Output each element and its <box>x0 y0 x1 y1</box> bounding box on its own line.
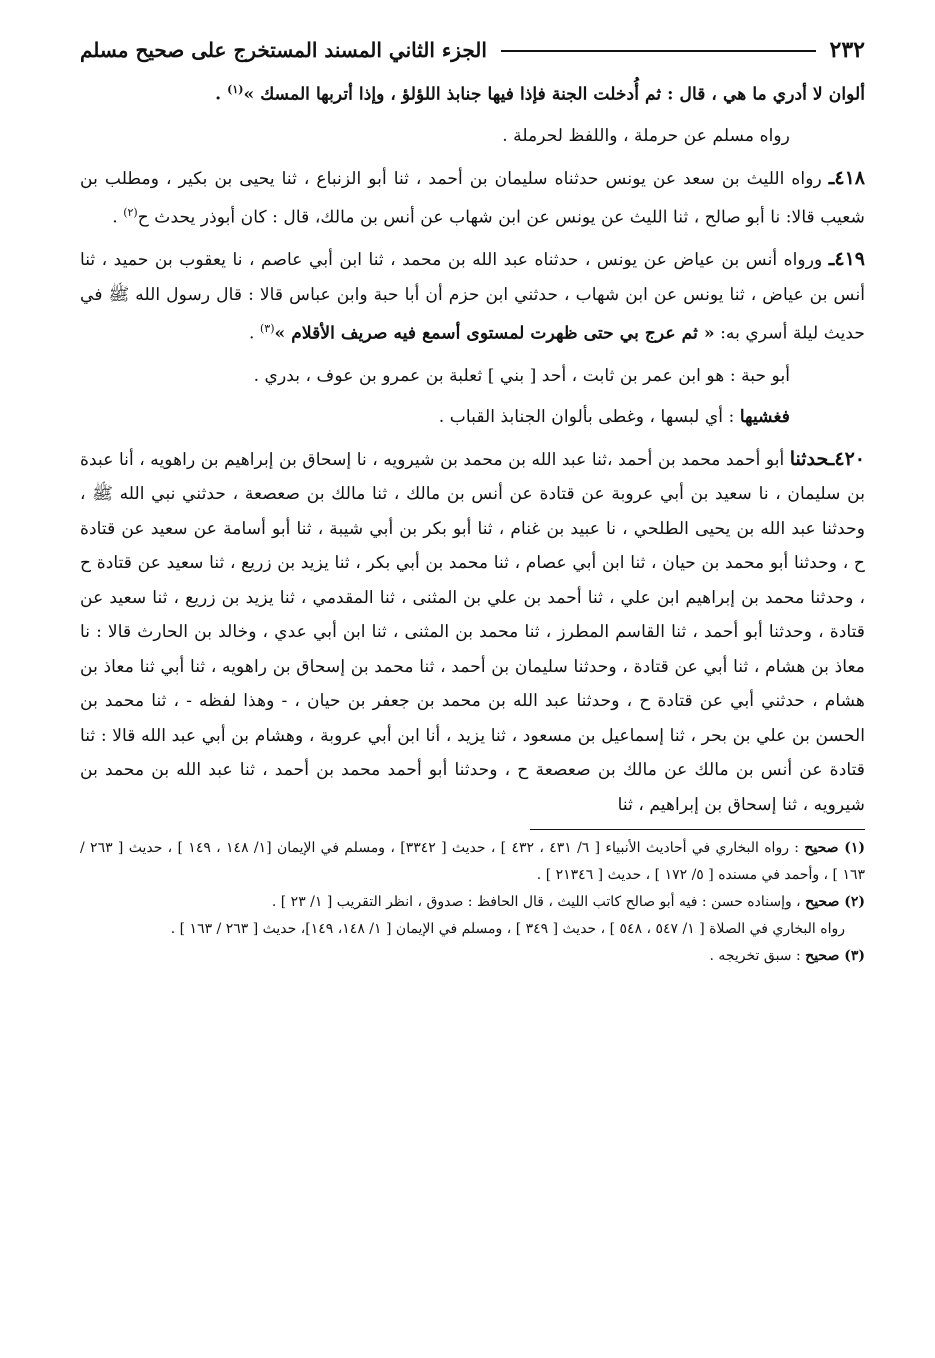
footnote-ref-1[interactable]: (١) <box>227 83 244 96</box>
running-header <box>80 34 865 66</box>
footnote-2: (٢) صحيح ، وإسناده حسن : فيه أبو صالح كاتب الليث ، قال الحافظ : صدوق ، انظر التقريب [ ١/ ٢٣ ] . <box>271 894 865 911</box>
hadith-number-418: ٤١٨ـ <box>828 166 865 189</box>
page-number: ٢٣٢ <box>829 37 865 63</box>
hadith-number-419: ٤١٩ـ <box>828 248 865 271</box>
note-ghashiyaha: فغشيها : أي لبسها ، وغطى بألوان الجنابذ القباب . <box>438 407 790 428</box>
paragraph-narration: رواه مسلم عن حرملة ، واللفظ لحرملة . <box>502 126 790 147</box>
hadith-418: ٤١٨ـ رواه الليث بن سعد عن يونس حدثناه سليمان بن أحمد ، ثنا أبو الزنباع ، ثنا يحيى بن بكير ، ومطلب بن شعيب قالا: نا أبو صالح ، ثنا الليث عن يونس عن ابن شهاب عن أنس بن مالك، قال : كان أبوذر يحدث ح$^{(٢)}$ . <box>80 166 865 228</box>
footnote-3: (٣) صحيح : سبق تخريجه . <box>709 948 865 965</box>
hadith-419: ٤١٩ـ ورواه أنس بن عياض عن يونس ، حدثناه عبد الله بن محمد ، ثنا ابن أبي عاصم ، نا يعقوب بن حميد ، ثنا أنس بن عياض ، ثنا يونس عن ابن شهاب ، حدثني ابن حزم أن أبا حبة وابن عباس قالا : قال رسول الله ﷺ في حديث ليلة أسري به: « ثم عرج بي حتى ظهرت لمستوى أسمع فيه صريف الأقلام »$^{(٣)}$ . <box>80 248 865 345</box>
footnote-1: (١) صحيح : رواه البخاري في أحاديث الأنبياء [ ٦/ ٤٣١ ، ٤٣٢ ] ، حديث [ ٣٣٤٢] ، ومسلم في الإيمان [١/ ١٤٨ ، ١٤٩ ] ، حديث [ ٢٦٣ / ١٦٣ ] ، وأحمد في مسنده [ ٥/ ١٧٢ ] ، حديث [ ٢١٣٤٦ ] . <box>80 840 866 884</box>
hadith-number-420: ٤٢٠ـحدثنا <box>789 447 865 470</box>
header-rule <box>501 50 816 52</box>
footnote-divider <box>530 829 865 830</box>
footnote-2-continuation: رواه البخاري في الصلاة [ ١/ ٥٤٧ ، ٥٤٨ ] ، حديث [ ٣٤٩ ] ، ومسلم في الإيمان [ ١/ ١٤٨، ١٤٩]، حديث [ ٢٦٣ / ١٦٣ ] . <box>170 921 845 938</box>
hadith-420: ٤٢٠ـحدثنا أبو أحمد محمد بن أحمد ،ثنا عبد الله بن محمد بن شيرويه ، نا إسحاق بن إبراهيم بن راهويه ، أنا عبدة بن سليمان ، نا سعيد بن أبي عروبة عن قتادة عن أنس بن مالك ، ثنا مالك بن صعصعة ، حدثني نبي الله ﷺ ، وحدثنا عبد الله بن يحيى الطلحي ، نا عبيد بن غنام ، ثنا أبو بكر بن أبي شيبة ، ثنا أبو أسامة عن سعيد عن قتادة ح ، وحدثنا أبو محمد بن حيان ، ثنا ابن أبي عصام ، ثنا محمد بن أبي بكر ، ثنا يزيد بن زريع ، ثنا سعيد عن قتادة ح ، وحدثنا محمد بن إبراهيم ابن علي ، ثنا أحمد بن علي بن المثنى ، ثنا المقدمي ، ثنا يزيد بن زريع ، ثنا سعيد عن قتادة ، وحدثنا أبو أحمد ، ثنا القاسم المطرز ، ثنا محمد بن المثنى ، ثنا ابن أبي عدي ، وخالد بن الحارث قالا : نا معاذ بن هشام ، ثنا أبي عن قتادة ، وحدثنا سليمان بن أحمد ، ثنا محمد بن إسحاق بن راهويه ، ثنا أبي ثنا معاذ بن هشام ، حدثني أبي عن قتادة ح ، وحدثنا عبد الله بن محمد بن جعفر بن حيان ، - وهذا لفظه - ، ثنا محمد بن الحسن بن علي بن بحر ، ثنا إسماعيل بن مسعود ، ثنا يزيد ، أنا ابن أبي عروبة ، وهشام بن أبي عبد الله قالا : ثنا قتادة عن أنس بن مالك عن مالك بن صعصعة ح ، وحدثنا أبو أحمد محمد بن أحمد ، ثنا عبد الله بن محمد بن شيرويه ، ثنا إسحاق بن إبراهيم ، ثنا <box>80 447 865 815</box>
header-title: الجزء الثاني المسند المستخرج على صحيح مسلم <box>80 38 487 62</box>
hadith-quote: « ثم عرج بي حتى ظهرت لمستوى أسمع فيه صريف الأقلام » <box>274 324 715 345</box>
footnote-ref-2[interactable]: (٢) <box>123 206 138 220</box>
paragraph-continuation: ألوان لا أدري ما هي ، قال : ثم أُدخلت الجنة فإذا فيها جنابذ اللؤلؤ ، وإذا أتربها المسك »$^{(١)}$ . <box>215 83 865 105</box>
note-abu-habba: أبو حبة : هو ابن عمر بن ثابت ، أحد [ بني ] ثعلبة بن عمرو بن عوف ، بدري . <box>253 365 790 386</box>
footnote-ref-3[interactable]: (٣) <box>259 322 275 336</box>
